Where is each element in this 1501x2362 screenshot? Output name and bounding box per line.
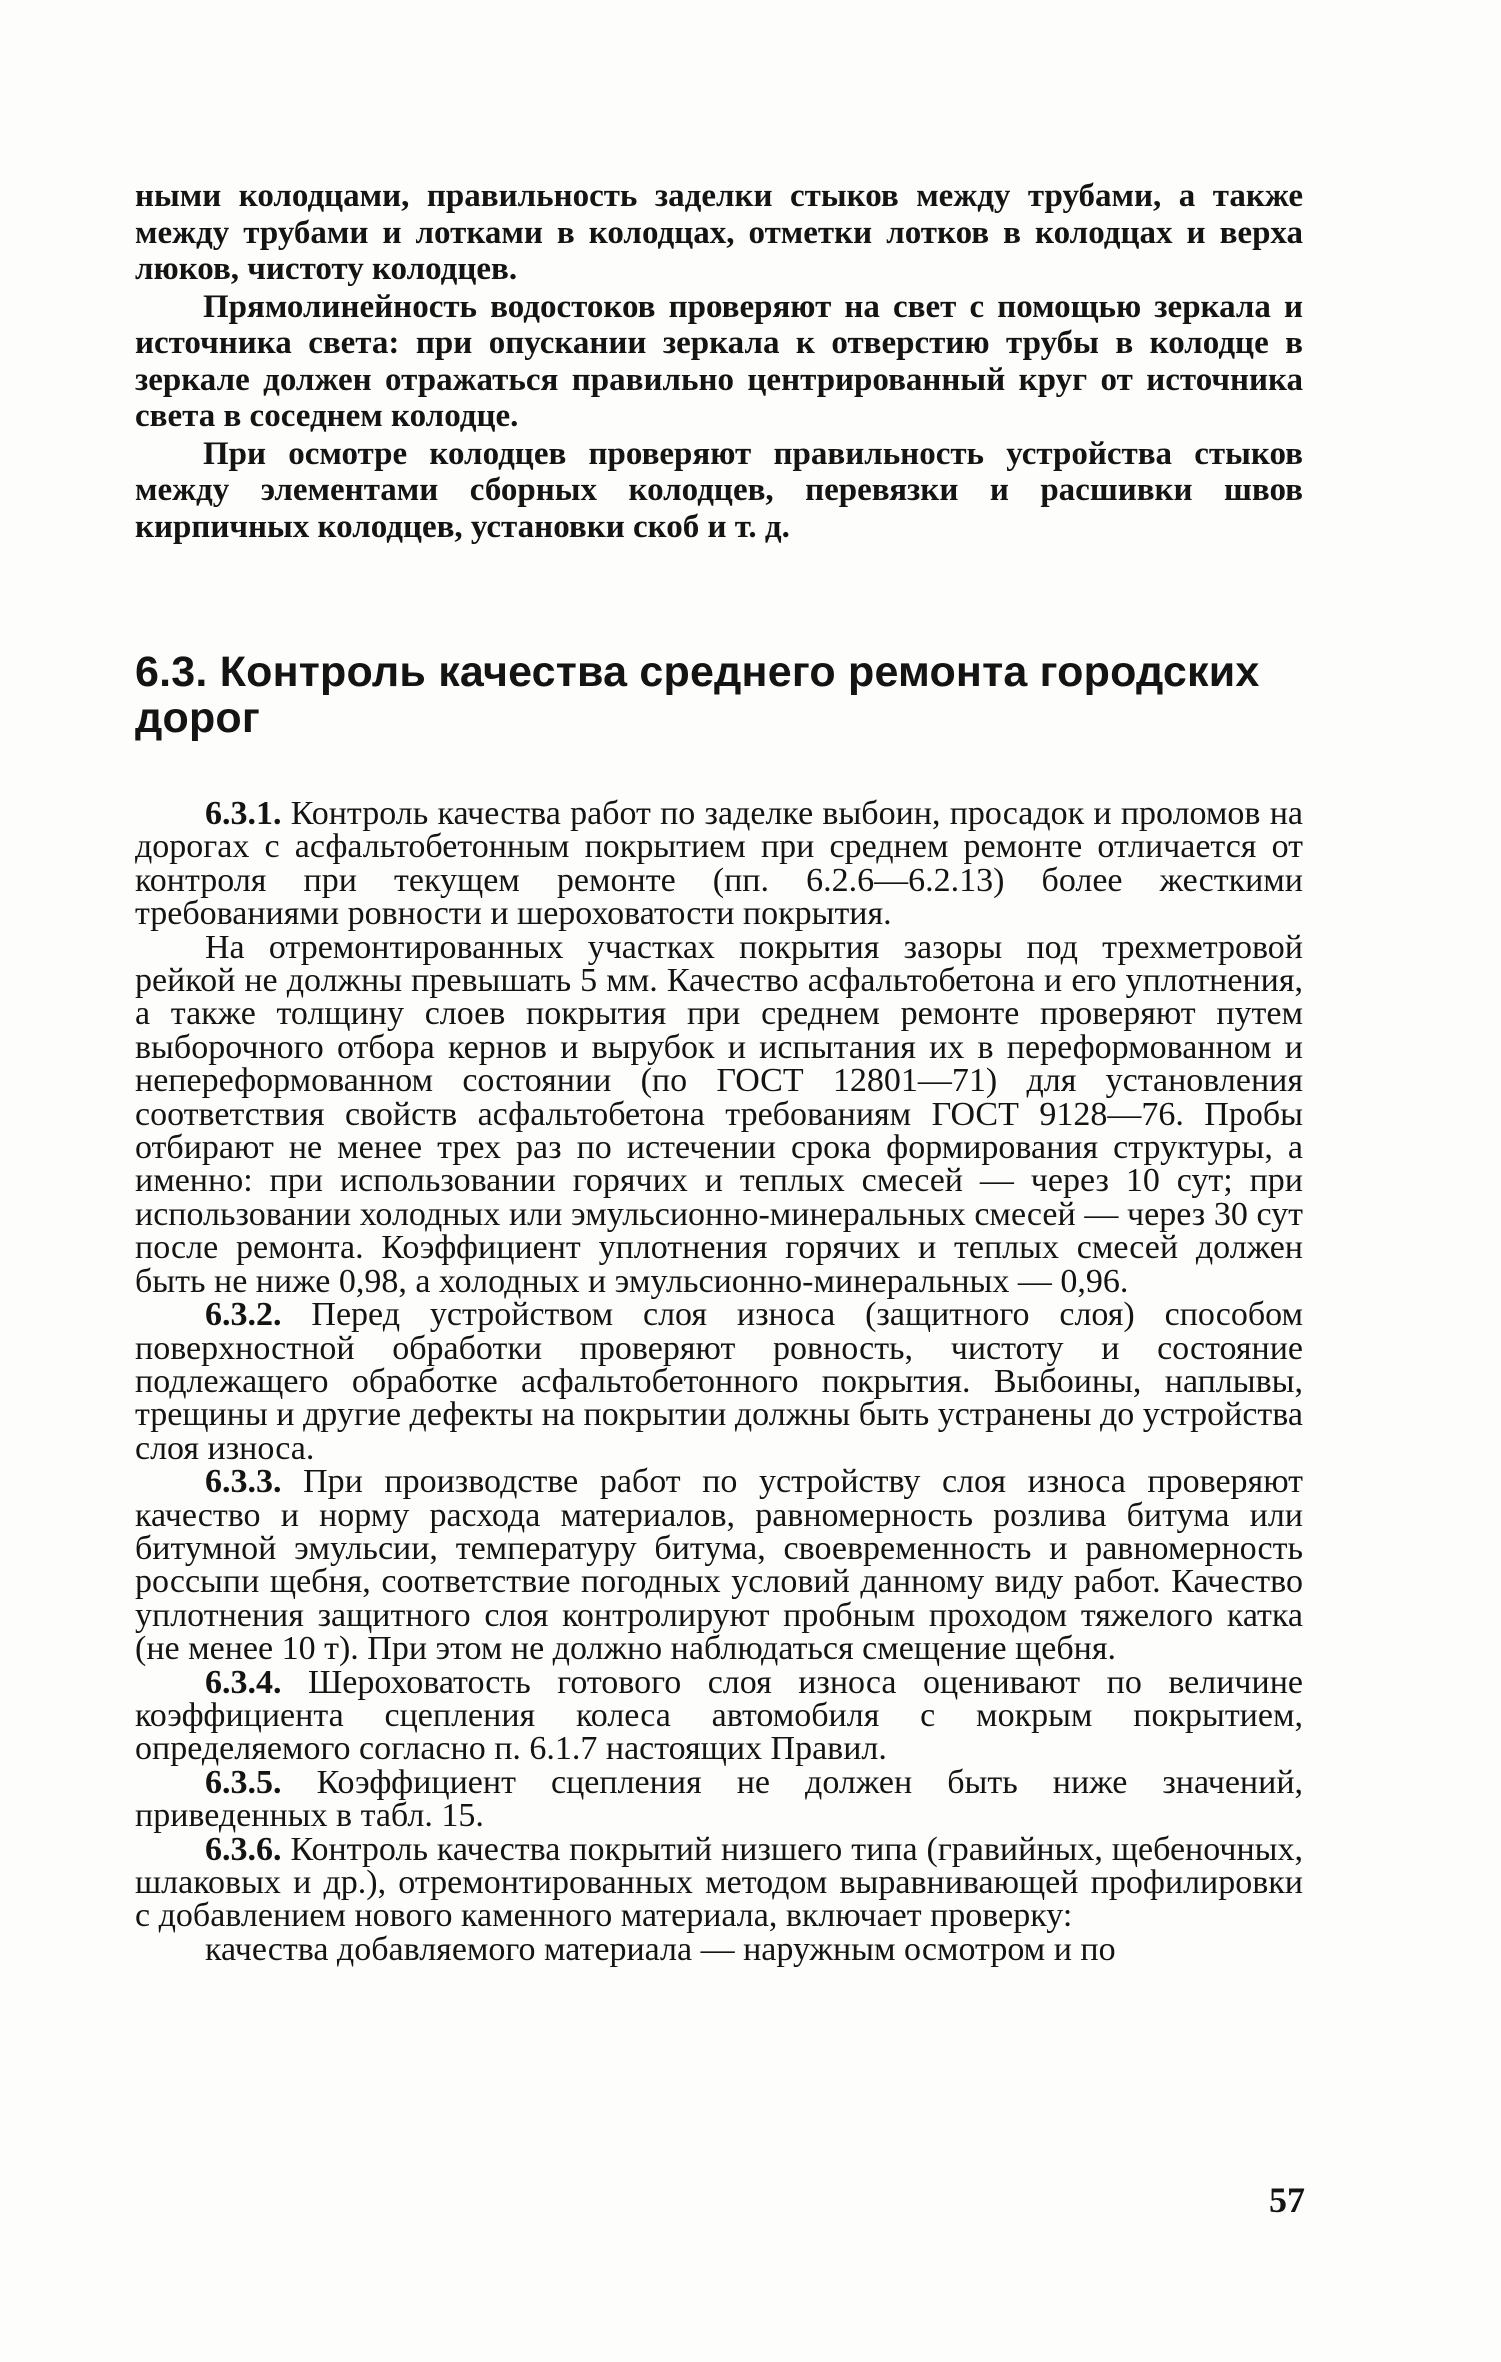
clause-6-3-4 (135, 1663, 1304, 1768)
paragraph-well-inspection: При осмотре колодцев проверяют правильность устройства стыков между элементами сборных колодцев, перевязки и расшивки швов кирпичных колодцев, установки скоб и т. д. (135, 435, 1303, 545)
paragraph-mirror-check: Прямолинейность водостоков проверяют на свет с помощью зеркала и источника света: при опускании зеркала к отверстию трубы в колодце в зеркале должен отражаться правильно центрированный круг от источника света в соседнем колодце. (135, 288, 1303, 434)
section-heading (135, 649, 1303, 741)
clause-number: 6.3.4. (205, 1663, 282, 1701)
clause-text: Шероховатость готового слоя износа оценивают по величине коэффициента сцепления колеса автомобиля с мокрым покрытием, определяемого согласно п. 6.1.7 настоящих Правил. (135, 1663, 1304, 1768)
clause-6-3-1 (135, 797, 1303, 931)
clause-number: 6.3.2. (205, 1296, 282, 1334)
clause-number: 6.3.3. (205, 1463, 282, 1501)
clause-text: На отремонтированных участках покрытия зазоры под трехметровой рейкой не должны превышать 5 мм. Качество асфальтобетона и его уплотнения, а также толщину слоев покрытия при среднем ремонте проверяют путем выборочного отбора кернов и вырубок и испытания их в переформованном и непереформованном состоянии (по ГОСТ 12801—71) для установления соответствия свойств асфальтобетона требованиям ГОСТ 9128—76. Пробы отбирают не менее трех раз по истечении срока формирования структуры, а именно: при использовании горячих и теплых смесей — через 10 сут; при использовании холодных или эмульсионно-минеральных смесей — через 30 сут после ремонта. Коэффициент уплотнения горячих и теплых смесей должен быть не ниже 0,98, а холодных и эмульсионно-минеральных — 0,96. (135, 928, 1303, 1300)
text-column (135, 178, 1303, 1966)
drainage-inspection-text (135, 178, 1303, 545)
clause-6-3-1-continued (135, 928, 1303, 1300)
clause-text: Контроль качества работ по заделке выбоин, просадок и проломов на дорогах с асфальтобетонным покрытием при среднем ремонте отличается от контроля при текущем ремонте (пп. 6.2.6—6.2.13) более жесткими требованиями ровности и шероховатости покрытия. (135, 795, 1303, 933)
section-body (135, 797, 1303, 1966)
paragraph-continuation: ными колодцами, правильность заделки стыков между трубами, а также между трубами и лотками в колодцах, отметки лотков в колодцах и верха люков, чистоту колодцев. (135, 178, 1303, 287)
clause-6-3-6-list-start (135, 1930, 1303, 1968)
clause-text: Коэффициент сцепления не должен быть ниже значений, приведенных в табл. 15. (135, 1763, 1304, 1835)
clause-text: качества добавляемого материала — наружным осмотром и по (205, 1930, 1116, 1968)
clause-6-3-2 (135, 1298, 1303, 1465)
clause-6-3-6 (135, 1830, 1303, 1935)
section-number: 6.3. (135, 648, 208, 696)
clause-number: 6.3.1. (205, 795, 282, 832)
clause-text: При производстве работ по устройству слоя износа проверяют качество и норму расхода материалов, равномерность розлива битума или битумной эмульсии, температуру битума, своевременность и равномерность россыпи щебня, соответствие погодных условий данному виду работ. Качество уплотнения защитного слоя контролируют пробным проходом тяжелого катка (не менее 10 т). При этом не должно наблюдаться смещение щебня. (135, 1463, 1304, 1668)
clause-number: 6.3.5. (205, 1763, 282, 1801)
clause-6-3-3 (135, 1463, 1304, 1668)
clause-number: 6.3.6. (205, 1830, 282, 1868)
clause-6-3-5 (135, 1763, 1304, 1835)
clause-text: Перед устройством слоя износа (защитного слоя) способом поверхностной обработки проверяют ровность, чистоту и состояние подлежащего обработке асфальтобетонного покрытия. Выбоины, наплывы, трещины и другие дефекты на покрытии должны быть устранены до устройства слоя износа. (135, 1296, 1304, 1467)
clause-text: Контроль качества покрытий низшего типа (гравийных, щебеночных, шлаковых и др.), отремонтированных методом выравнивающей профилировки с добавлением нового каменного материала, включает проверку: (135, 1830, 1303, 1935)
section-title: Контроль качества среднего ремонта городских дорог (135, 648, 1260, 742)
page-number: 57 (1269, 2180, 1305, 2220)
